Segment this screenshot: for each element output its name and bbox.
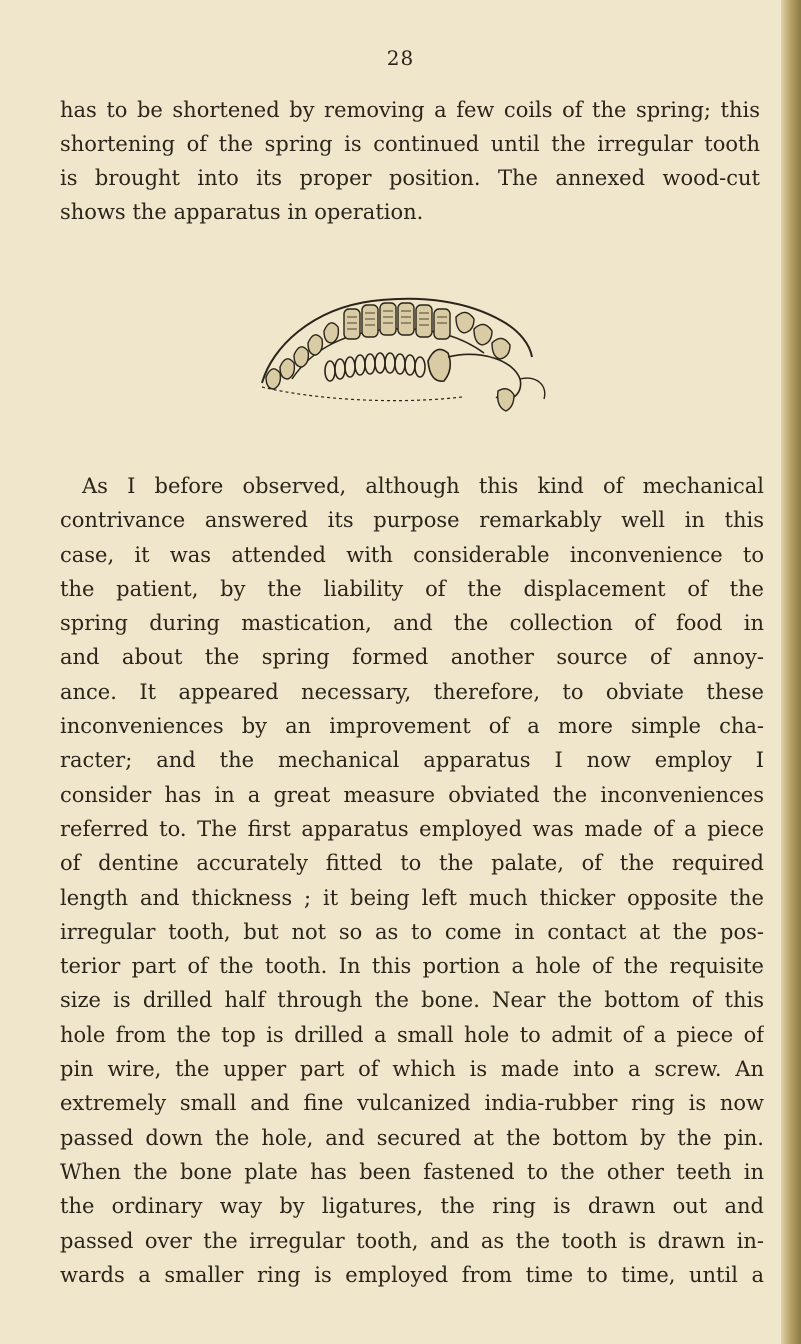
text-line: wards a smaller ring is employed from time to time, until a (60, 1262, 764, 1287)
text-line: case, it was attended with considerable inconvenience to (60, 542, 764, 567)
text-line: racter; and the mechanical apparatus I now employ I (60, 748, 764, 773)
teeth-front (344, 303, 450, 339)
lower-tooth (498, 389, 514, 411)
text-line: hole from the top is drilled a small hole to admit of a piece of (60, 1022, 764, 1047)
text-line: passed over the irregular tooth, and as the tooth is drawn in- (60, 1228, 764, 1253)
text-line: terior part of the tooth. In this portion a hole of the requisite (60, 954, 764, 979)
coil-spring (325, 353, 425, 381)
dental-apparatus-drawing (252, 287, 558, 415)
text-line: consider has in a great measure obviated the inconveniences (60, 782, 764, 807)
text-line: As I before observed, although this kind of mechanical (82, 474, 764, 498)
text-line: the ordinary way by ligatures, the ring is drawn out and (60, 1194, 764, 1219)
text-line: of dentine accurately fitted to the palate, of the required (60, 851, 764, 876)
text-line: inconveniences by an improvement of a more simple cha- (60, 714, 764, 739)
text-line: When the bone plate has been fastened to the other teeth in (60, 1159, 764, 1184)
text-line: ance. It appeared necessary, therefore, to obviate these (60, 679, 764, 704)
irregular-tooth (428, 349, 450, 381)
page-edge-shadow (781, 0, 801, 1344)
text-line: and about the spring formed another source of annoy- (60, 645, 764, 670)
text-line: size is drilled half through the bone. Near the bottom of this (60, 988, 764, 1013)
page-number: 28 (386, 46, 415, 70)
paragraph-1 (60, 93, 760, 229)
text-line: length and thickness ; it being left much thicker opposite the (60, 885, 764, 910)
text-line: shortening of the spring is continued until the irregular tooth (60, 132, 760, 156)
text-line: the patient, by the liability of the displacement of the (60, 576, 764, 601)
text-line: spring during mastication, and the collection of food in (60, 611, 764, 636)
text-line: irregular tooth, but not so as to come in contact at the pos- (60, 919, 764, 944)
text-line: extremely small and fine vulcanized india-rubber ring is now (60, 1091, 764, 1116)
woodcut-illustration (252, 287, 558, 415)
text-line: pin wire, the upper part of which is made into a screw. An (60, 1057, 764, 1082)
wire-end (520, 378, 545, 399)
text-line: is brought into its proper position. The annexed wood-cut (60, 166, 760, 190)
jaw-shadow (262, 387, 462, 401)
text-line: passed down the hole, and secured at the bottom by the pin. (60, 1125, 764, 1150)
text-line: shows the apparatus in operation. (60, 200, 424, 224)
text-line: referred to. The first apparatus employed was made of a piece (60, 816, 764, 841)
text-line: contrivance answered its purpose remarkably well in this (60, 508, 764, 533)
text-line: has to be shortened by removing a few coils of the spring; this (60, 98, 760, 122)
paragraph-2 (60, 469, 764, 1292)
